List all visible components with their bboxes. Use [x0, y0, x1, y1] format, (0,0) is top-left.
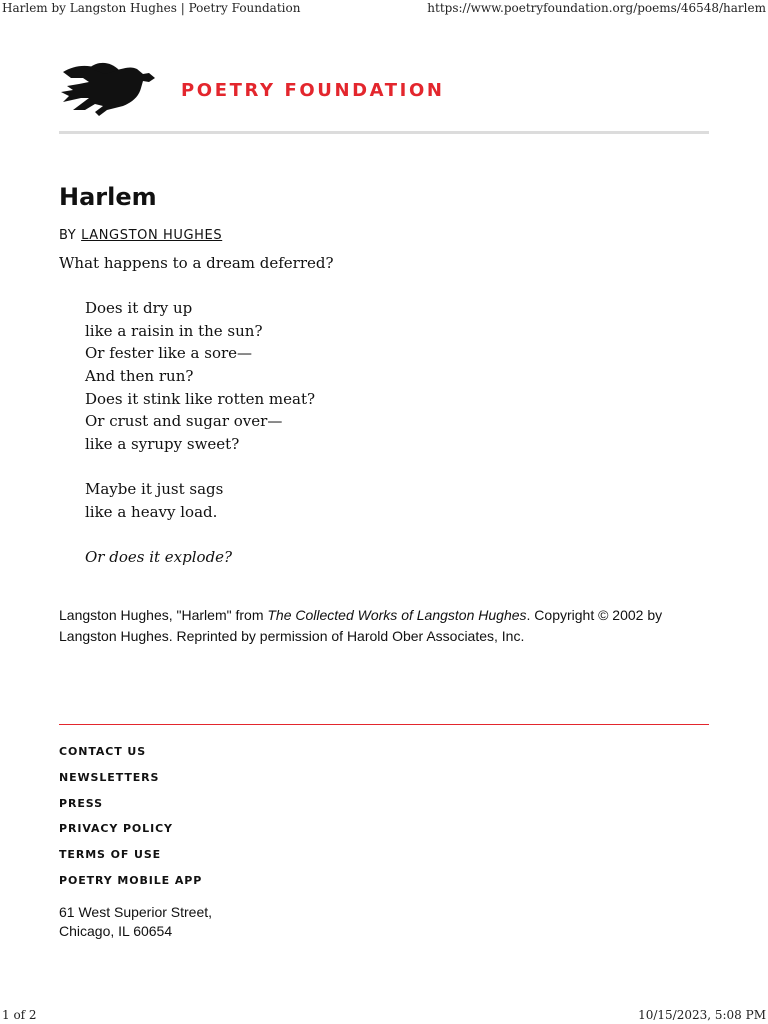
poem-line: like a heavy load.: [85, 502, 218, 521]
poem-closing-line: Or does it explode?: [85, 547, 233, 566]
poem-title: Harlem: [59, 183, 157, 211]
credit-book-title: The Collected Works of Langston Hughes: [267, 607, 527, 623]
footer-link-newsletters[interactable]: NEWSLETTERS: [59, 770, 160, 784]
masthead: [59, 56, 709, 134]
credit-prefix: Langston Hughes, "Harlem" from: [59, 607, 268, 623]
address-street: 61 West Superior Street,: [59, 904, 213, 920]
byline: [59, 228, 222, 243]
page-count: 1 of 2: [2, 1008, 37, 1022]
brand-name[interactable]: POETRY FOUNDATION: [181, 80, 445, 101]
poem-line: like a raisin in the sun?: [85, 321, 263, 340]
stanza-break: [59, 523, 334, 546]
address: [59, 903, 212, 941]
masthead-divider: [59, 131, 709, 134]
stanza-break: [59, 455, 334, 478]
print-footer: [0, 1008, 768, 1022]
poem-line: Or crust and sugar over—: [85, 412, 283, 431]
poem-body: [59, 252, 334, 568]
poem-line: like a syrupy sweet?: [85, 434, 240, 453]
print-header: [0, 1, 768, 15]
copyright-credit: [59, 605, 719, 647]
poem-line: What happens to a dream deferred?: [59, 254, 334, 272]
print-timestamp: 10/15/2023, 5:08 PM: [638, 1008, 766, 1022]
footer-link-terms-of-use[interactable]: TERMS OF USE: [59, 848, 162, 862]
footer-link-press[interactable]: PRESS: [59, 796, 103, 810]
footer-link-privacy-policy[interactable]: PRIVACY POLICY: [59, 822, 173, 836]
stanza-break: [59, 275, 334, 298]
footer-nav: [59, 743, 202, 898]
footer-link-mobile-app[interactable]: POETRY MOBILE APP: [59, 873, 203, 887]
footer-link-contact-us[interactable]: CONTACT US: [59, 745, 147, 758]
pegasus-icon[interactable]: [59, 60, 157, 118]
credit-suffix: . Copyright © 2002 by Langston Hughes. Reprinted by permission of Harold Ober Associates, Inc.: [59, 607, 663, 644]
poem-line: Or fester like a sore—: [85, 344, 253, 363]
page-url: https://www.poetryfoundation.org/poems/46548/harlem: [427, 1, 766, 15]
footer-divider: [59, 724, 709, 725]
poem-line: Does it stink like rotten meat?: [85, 389, 316, 408]
poem-line: Does it dry up: [85, 299, 193, 318]
poem-line: And then run?: [85, 366, 194, 385]
author-link[interactable]: LANGSTON HUGHES: [81, 228, 223, 243]
browser-page-title: Harlem by Langston Hughes | Poetry Foundation: [2, 1, 301, 15]
by-label: BY: [59, 228, 77, 243]
poem-line: Maybe it just sags: [85, 479, 224, 498]
address-city: Chicago, IL 60654: [59, 923, 173, 939]
